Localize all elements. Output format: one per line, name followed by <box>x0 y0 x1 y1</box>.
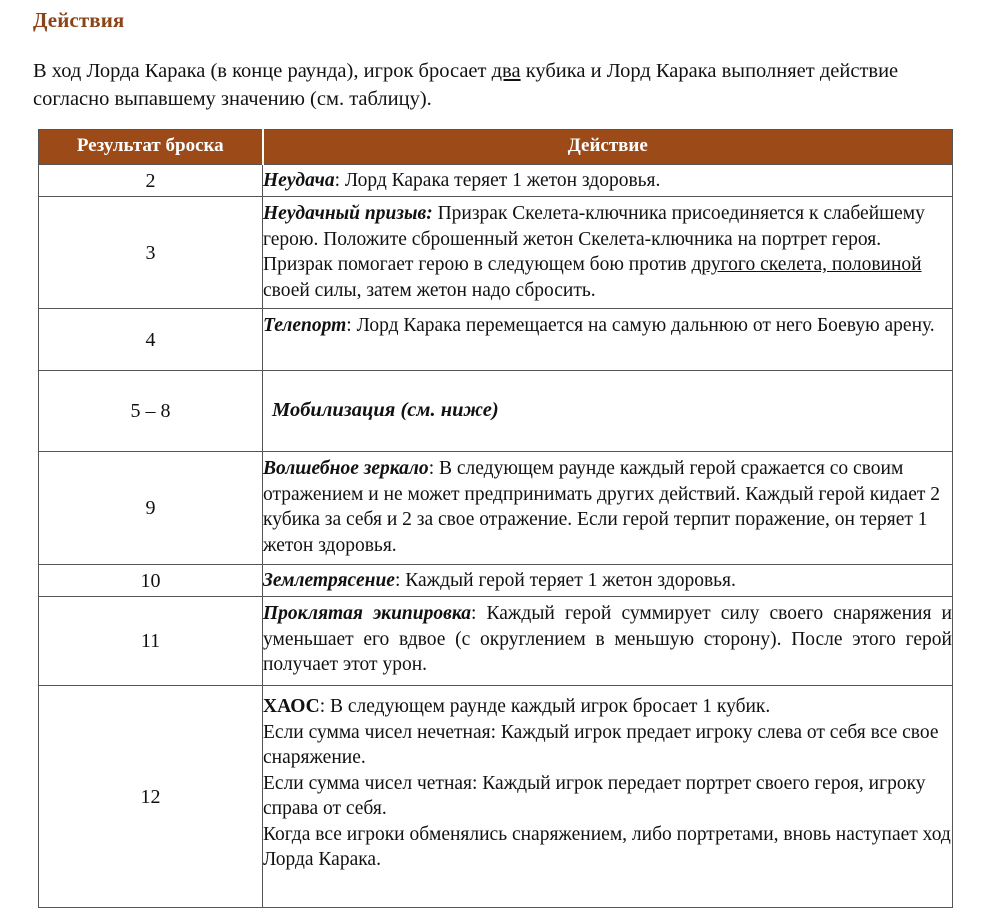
table-header <box>39 130 953 165</box>
action-line: Когда все игроки обменялись снаряжением, либо портретами, вновь наступает ход Лорда Карака. <box>263 823 951 870</box>
table-row <box>39 565 953 597</box>
action-lead: Неудачный призыв: <box>263 203 433 224</box>
intro-underlined-word: два <box>491 59 521 82</box>
action-body-part1: Призрак Скелета-ключника присоединяется к слабейшему герою. Положите сброшенный жетон Скелета-ключника на портрет героя. Призрак помогает герою в следующем бою против <box>263 203 925 275</box>
action-lead: Проклятая экипировка <box>263 603 471 624</box>
roll-value: 9 <box>39 452 263 565</box>
roll-value: 4 <box>39 309 263 371</box>
actions-table-wrapper <box>38 129 952 908</box>
column-header-action <box>263 130 953 165</box>
table-row <box>39 371 953 452</box>
roll-value: 3 <box>39 197 263 309</box>
action-body-part2: своей силы, затем жетон надо сбросить. <box>263 279 596 301</box>
action-lead: Неудача <box>263 169 335 191</box>
action-underlined: другого скелета, половиной <box>691 254 922 275</box>
action-lead: Землетрясение <box>263 569 395 591</box>
table-row <box>39 197 953 309</box>
action-body: : Каждый герой суммирует силу своего снаряжения и уменьшает его вдвое (с округлением в меньшую сторону). После этого герой получает этот урон. <box>263 603 952 675</box>
roll-value: 2 <box>39 165 263 197</box>
roll-value: 11 <box>39 597 263 686</box>
action-text <box>263 371 953 452</box>
action-body: : В следующем раунде каждый герой сражается со своим отражением и не может предпринимать других действий. Каждый герой кидает 2 кубика за себя и 2 за свое отражение. Если герой терпит поражение, он теряет 1 жетон здоровья. <box>263 458 941 556</box>
action-text <box>263 686 953 908</box>
action-body: : Лорд Карака теряет 1 жетон здоровья. <box>334 169 661 191</box>
action-text <box>263 309 953 371</box>
action-line: Если сумма чисел четная: Каждый игрок передает портрет своего героя, игроку справа от себя. <box>263 772 926 819</box>
action-body: : Каждый герой теряет 1 жетон здоровья. <box>394 569 736 591</box>
intro-paragraph <box>33 57 958 113</box>
roll-value: 5 – 8 <box>39 371 263 452</box>
table-row <box>39 452 953 565</box>
roll-value: 10 <box>39 565 263 597</box>
table-row <box>39 686 953 908</box>
intro-text-after: кубика и Лорд Карака выполняет действие согласно выпавшему значению (см. таблицу). <box>33 59 899 110</box>
action-text <box>263 165 953 197</box>
action-text <box>263 452 953 565</box>
action-lead: Волшебное зеркало <box>263 458 429 479</box>
table-header-row <box>39 130 953 165</box>
roll-value: 12 <box>39 686 263 908</box>
action-body-line-1: : В следующем раунде каждый игрок бросает 1 кубик. <box>319 696 771 717</box>
action-text <box>263 597 953 686</box>
action-text <box>263 197 953 309</box>
action-line: Если сумма чисел нечетная: Каждый игрок предает игроку слева от себя все свое снаряжение. <box>263 721 939 768</box>
action-lead: Мобилизация (см. ниже) <box>272 399 499 422</box>
intro-text-before: В ход Лорда Карака (в конце раунда), игрок бросает <box>33 59 492 82</box>
table-row <box>39 165 953 197</box>
action-lead: Телепорт <box>263 315 347 336</box>
table-row <box>39 597 953 686</box>
action-line <box>263 694 952 720</box>
table-body <box>39 165 953 908</box>
actions-table <box>38 129 953 908</box>
action-text <box>263 565 953 597</box>
action-lead: ХАОС <box>263 696 320 717</box>
page-title: Действия <box>33 8 125 32</box>
table-row <box>39 309 953 371</box>
column-header-roll-label: Результат броска <box>76 135 224 156</box>
column-header-action-label: Действие <box>567 135 648 156</box>
column-header-roll <box>39 130 263 165</box>
action-body: : Лорд Карака перемещается на самую дальнюю от него Боевую арену. <box>346 315 935 336</box>
